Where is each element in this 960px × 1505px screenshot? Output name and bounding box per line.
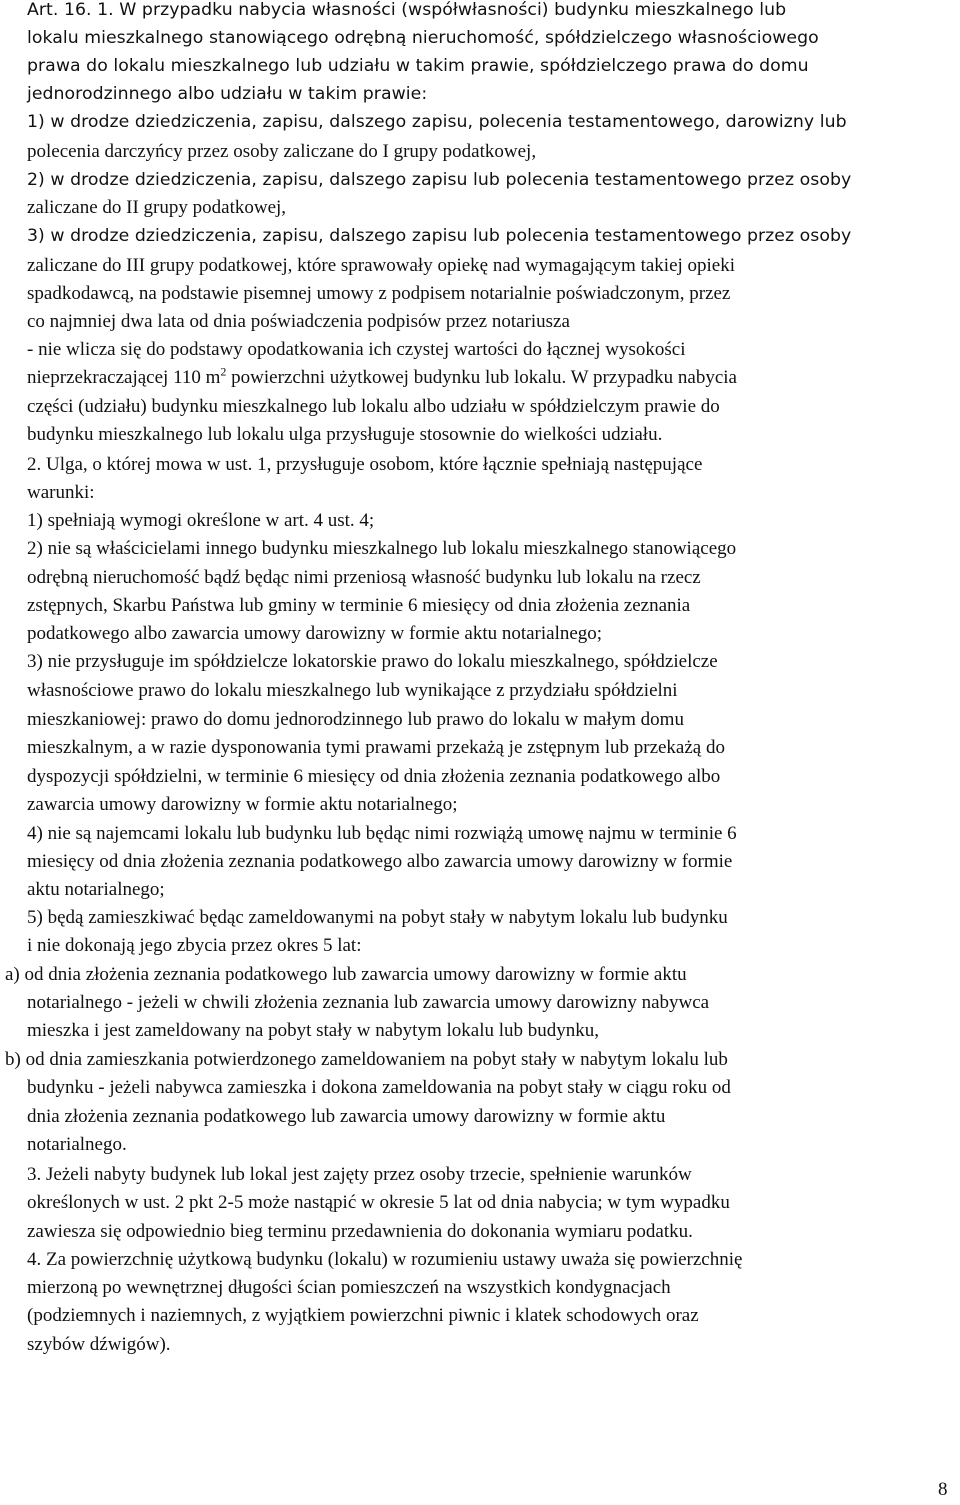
text-line: notarialnego - jeżeli w chwili złożenia zeznania lub zawarcia umowy darowizny nabywca [27, 992, 710, 1013]
text-line: 2) nie są właścicielami innego budynku mieszkalnego lub lokalu mieszkalnego stanowiącego [27, 538, 737, 559]
text-line: 3. Jeżeli nabyty budynek lub lokal jest zajęty przez osoby trzecie, spełnienie warunków [27, 1164, 692, 1185]
text-line: dnia złożenia zeznania podatkowego lub zawarcia umowy darowizny w formie aktu [27, 1106, 666, 1127]
text-line: budynku mieszkalnego lub lokalu ulga przysługuje stosownie do wielkości udziału. [27, 424, 663, 445]
text-line: notarialnego. [27, 1134, 127, 1155]
text-line: mieszkalnym, a w razie dysponowania tymi prawami przekażą je zstępnym lub przekażą do [27, 737, 725, 758]
text-line: 4) nie są najemcami lokalu lub budynku lub będąc nimi rozwiążą umowę najmu w terminie 6 [27, 823, 737, 844]
text-line: mieszka i jest zameldowany na pobyt stały w nabytym lokalu lub budynku, [27, 1020, 600, 1041]
text-segment: powierzchni użytkowej budynku lub lokalu. W przypadku nabycia [226, 367, 737, 388]
text-line: 1) w drodze dziedziczenia, zapisu, dalszego zapisu, polecenia testamentowego, darowizny lub [27, 112, 847, 132]
text-line: zstępnych, Skarbu Państwa lub gminy w terminie 6 miesięcy od dnia złożenia zeznania [27, 595, 691, 616]
text-line: i nie dokonają jego zbycia przez okres 5 lat: [27, 935, 362, 956]
text-line: części (udziału) budynku mieszkalnego lub lokalu albo udziału w spółdzielczym prawie do [27, 396, 720, 417]
text-line: budynku - jeżeli nabywca zamieszka i dokona zameldowania na pobyt stały w ciągu roku od [27, 1077, 731, 1098]
text-line: zawarcia umowy darowizny w formie aktu notarialnego; [27, 794, 458, 815]
text-line: mierzoną po wewnętrznej długości ścian pomieszczeń na wszystkich kondygnacjach [27, 1277, 671, 1298]
text-line: - nie wlicza się do podstawy opodatkowania ich czystej wartości do łącznej wysokości [27, 339, 686, 360]
text-line: 5) będą zamieszkiwać będąc zameldowanymi na pobyt stały w nabytym lokalu lub budynku [27, 907, 728, 928]
text-line: lokalu mieszkalnego stanowiącego odrębną nieruchomość, spółdzielczego własnościowego [27, 28, 819, 48]
page-number: 8 [938, 1479, 948, 1500]
text-segment: nieprzekraczającej 110 m [27, 367, 221, 388]
text-line: polecenia darczyńcy przez osoby zaliczane do I grupy podatkowej, [27, 141, 537, 162]
text-line: odrębną nieruchomość bądź będąc nimi przeniosą własność budynku lub lokalu na rzecz [27, 567, 701, 588]
text-line: prawa do lokalu mieszkalnego lub udziału w takim prawie, spółdzielczego prawa do domu [27, 56, 809, 76]
text-line: szybów dźwigów). [27, 1334, 171, 1355]
text-line: dyspozycji spółdzielni, w terminie 6 miesięcy od dnia złożenia zeznania podatkowego albo [27, 766, 721, 787]
text-line: warunki: [27, 482, 95, 503]
text-line: 2) w drodze dziedziczenia, zapisu, dalszego zapisu lub polecenia testamentowego przez osoby [27, 170, 852, 190]
text-line: 1) spełniają wymogi określone w art. 4 ust. 4; [27, 510, 375, 531]
text-line: b) od dnia zamieszkania potwierdzonego zameldowaniem na pobyt stały w nabytym lokalu lub [5, 1049, 728, 1070]
text-line: a) od dnia złożenia zeznania podatkowego lub zawarcia umowy darowizny w formie aktu [5, 964, 687, 985]
text-line [27, 364, 737, 392]
text-line: (podziemnych i naziemnych, z wyjątkiem powierzchni piwnic i klatek schodowych oraz [27, 1305, 699, 1326]
text-line: określonych w ust. 2 pkt 2-5 może nastąpić w okresie 5 lat od dnia nabycia; w tym wypadku [27, 1192, 730, 1213]
text-line: zaliczane do III grupy podatkowej, które sprawowały opiekę nad wymagającym takiej opieki [27, 255, 736, 276]
text-line: co najmniej dwa lata od dnia poświadczenia podpisów przez notariusza [27, 311, 570, 332]
text-line: podatkowego albo zawarcia umowy darowizny w formie aktu notarialnego; [27, 623, 603, 644]
text-line: aktu notarialnego; [27, 879, 165, 900]
text-line: jednorodzinnego albo udziału w takim prawie: [27, 84, 428, 104]
text-line: Art. 16. 1. W przypadku nabycia własności (współwłasności) budynku mieszkalnego lub [27, 0, 787, 20]
text-line: własnościowe prawo do lokalu mieszkalnego lub wynikające z przydziału spółdzielni [27, 680, 678, 701]
text-line: 2. Ulga, o której mowa w ust. 1, przysługuje osobom, które łącznie spełniają następujące [27, 454, 703, 475]
text-line: mieszkaniowej: prawo do domu jednorodzinnego lub prawo do lokalu w małym domu [27, 709, 684, 730]
text-line: miesięcy od dnia złożenia zeznania podatkowego albo zawarcia umowy darowizny w formie [27, 851, 733, 872]
text-line: zaliczane do II grupy podatkowej, [27, 197, 287, 218]
superscript: 2 [220, 364, 227, 379]
text-line: 3) nie przysługuje im spółdzielcze lokatorskie prawo do lokalu mieszkalnego, spółdzielcze [27, 651, 718, 672]
text-line: 4. Za powierzchnię użytkową budynku (lokalu) w rozumieniu ustawy uważa się powierzchnię [27, 1249, 743, 1270]
text-line: spadkodawcą, na podstawie pisemnej umowy z podpisem notarialnie poświadczonym, przez [27, 283, 731, 304]
text-line: 3) w drodze dziedziczenia, zapisu, dalszego zapisu lub polecenia testamentowego przez osoby [27, 226, 852, 246]
text-line: zawiesza się odpowiednio bieg terminu przedawnienia do dokonania wymiaru podatku. [27, 1221, 693, 1242]
